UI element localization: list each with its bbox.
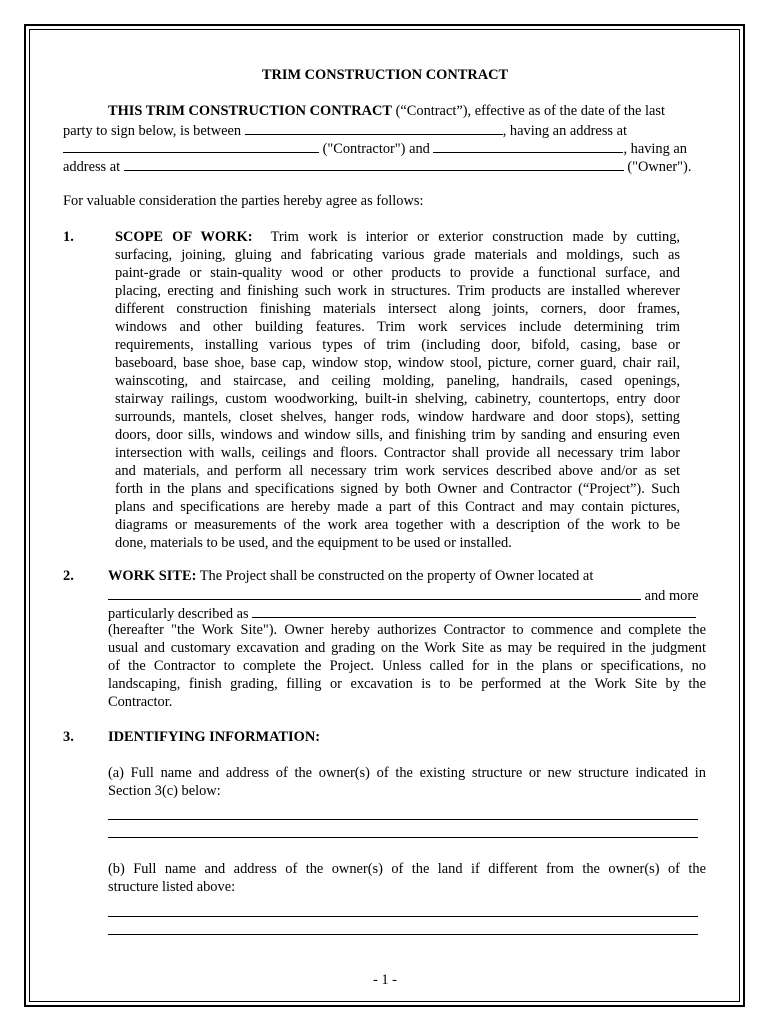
section-2-line-1: WORK SITE: The Project shall be constructed on the property of Owner located at [108, 568, 594, 584]
section-1-line: and materials, and perform all necessary trim work services described above and/or as set [115, 463, 680, 479]
section-2-line: landscaping, finish grading, filling or excavation is to be performed at the Work Site by the [108, 676, 706, 692]
section-1-line: placing, erecting and finishing such work in structures. Trim products are installed wherever [115, 283, 680, 299]
section-2-number: 2. [63, 568, 74, 584]
intro-line-3-c: , having an [623, 141, 687, 157]
owner-address-blank[interactable] [124, 156, 624, 171]
section-1-line: plans and specifications are hereby made a part of this Contract and may contain pictures, [115, 499, 680, 515]
section-3a-line: (a) Full name and address of the owner(s) of the existing structure or new structure indicated in [108, 765, 706, 781]
section-1-line: stairway railings, custom woodworking, built-in shelving, cabinetry, countertops, entry door [115, 391, 680, 407]
section-1-number: 1. [63, 229, 74, 245]
section-1-line: paint-grade or stain-quality wood or other products to provide a functional surface, and [115, 265, 680, 281]
intro-line-2 [63, 120, 627, 140]
intro-line-3 [63, 138, 687, 158]
section-3b-line: structure listed above: [108, 879, 236, 895]
contractor-address-blank[interactable] [63, 138, 319, 153]
consideration-text: For valuable consideration the parties hereby agree as follows: [63, 193, 424, 209]
land-owner-blank-line-1[interactable] [108, 916, 698, 917]
section-1-heading: SCOPE OF WORK: [115, 229, 253, 245]
land-owner-blank-line-2[interactable] [108, 934, 698, 935]
section-2-line: usual and customary excavation and grading on the Work Site as may be required in the judgment [108, 640, 706, 656]
section-1-line: SCOPE OF WORK: Trim work is interior or exterior construction made by cutting, [115, 229, 681, 245]
page-number: - 1 - [373, 972, 397, 988]
contractor-name-blank[interactable] [245, 120, 503, 135]
section-2-line: (hereafter "the Work Site"). Owner hereby authorizes Contractor to commence and complete the [108, 622, 706, 638]
work-site-location-blank[interactable] [108, 585, 641, 600]
section-2-line: Contractor. [108, 694, 173, 710]
intro-line-1 [108, 102, 665, 120]
section-1-line: requirements, installing various types of trim (including door, bifold, casing, base or [115, 337, 680, 353]
work-site-description-blank[interactable] [252, 603, 696, 618]
section-1-line: baseboard, base shoe, base cap, window stop, window stool, picture, corner guard, chair rail, [115, 355, 680, 371]
section-3a-text [108, 764, 706, 800]
section-2-line: of the Contractor to complete the Project. Unless called for in the plans or specifications, no [108, 658, 706, 674]
document-title: TRIM CONSTRUCTION CONTRACT [261, 67, 509, 83]
section-3-number: 3. [63, 729, 74, 745]
section-1-line: surfacing, joining, gluing and fabricating various grade materials and moldings, such as [115, 247, 680, 263]
owner-name-blank[interactable] [433, 138, 623, 153]
section-1-line: diagrams or measurements of the work area together with a description of the work to be [115, 517, 680, 533]
section-1-line: doors, door sills, windows and window sills, and finishing trim by sanding and ensuring even [115, 427, 680, 443]
section-2-line-3: particularly described as [108, 603, 696, 623]
intro-line-2-b: , having an address at [502, 123, 627, 139]
intro-line-1-rest: (“Contract”), effective as of the date of the last [392, 103, 666, 119]
section-1-line: windows and other building features. Trim work services include determining trim [115, 319, 680, 335]
section-1-line: done, materials to be used, and the equipment to be used or installed. [115, 535, 512, 551]
intro-line-4-a: address at [63, 159, 124, 175]
section-1-line: surrounds, mantels, closet shelves, hanger rods, window hardware and door stops), setting [115, 409, 680, 425]
section-1-body [115, 228, 680, 552]
intro-line-2-a: party to sign below, is between [63, 123, 245, 139]
section-3a-line: Section 3(c) below: [108, 783, 221, 799]
section-1-line: different construction finishing materials intersect along joints, corners, door frames, [115, 301, 680, 317]
owner-structure-blank-line-1[interactable] [108, 819, 698, 820]
section-3b-line: (b) Full name and address of the owner(s) of the land if different from the owner(s) of the [108, 861, 706, 877]
section-3-heading: IDENTIFYING INFORMATION: [108, 729, 321, 745]
owner-structure-blank-line-2[interactable] [108, 837, 698, 838]
intro-line-4 [63, 156, 691, 176]
section-2-line-2: and more [108, 585, 699, 605]
section-2-heading: WORK SITE: [108, 568, 197, 584]
intro-line-3-b: ("Contractor") and [319, 141, 434, 157]
intro-line-4-b: ("Owner"). [623, 159, 692, 175]
section-1-line: intersection with walls, ceilings and floors. Contractor shall provide all necessary trim labor [115, 445, 680, 461]
section-1-line: wainscoting, and staircase, and ceiling molding, paneling, handrails, cased openings, [115, 373, 680, 389]
section-2-body [108, 621, 706, 711]
intro-bold-lead: THIS TRIM CONSTRUCTION CONTRACT [108, 103, 392, 119]
section-3b-text [108, 860, 706, 896]
section-1-line: forth in the plans and specifications signed by both Owner and Contractor (“Project”). Such [115, 481, 680, 497]
